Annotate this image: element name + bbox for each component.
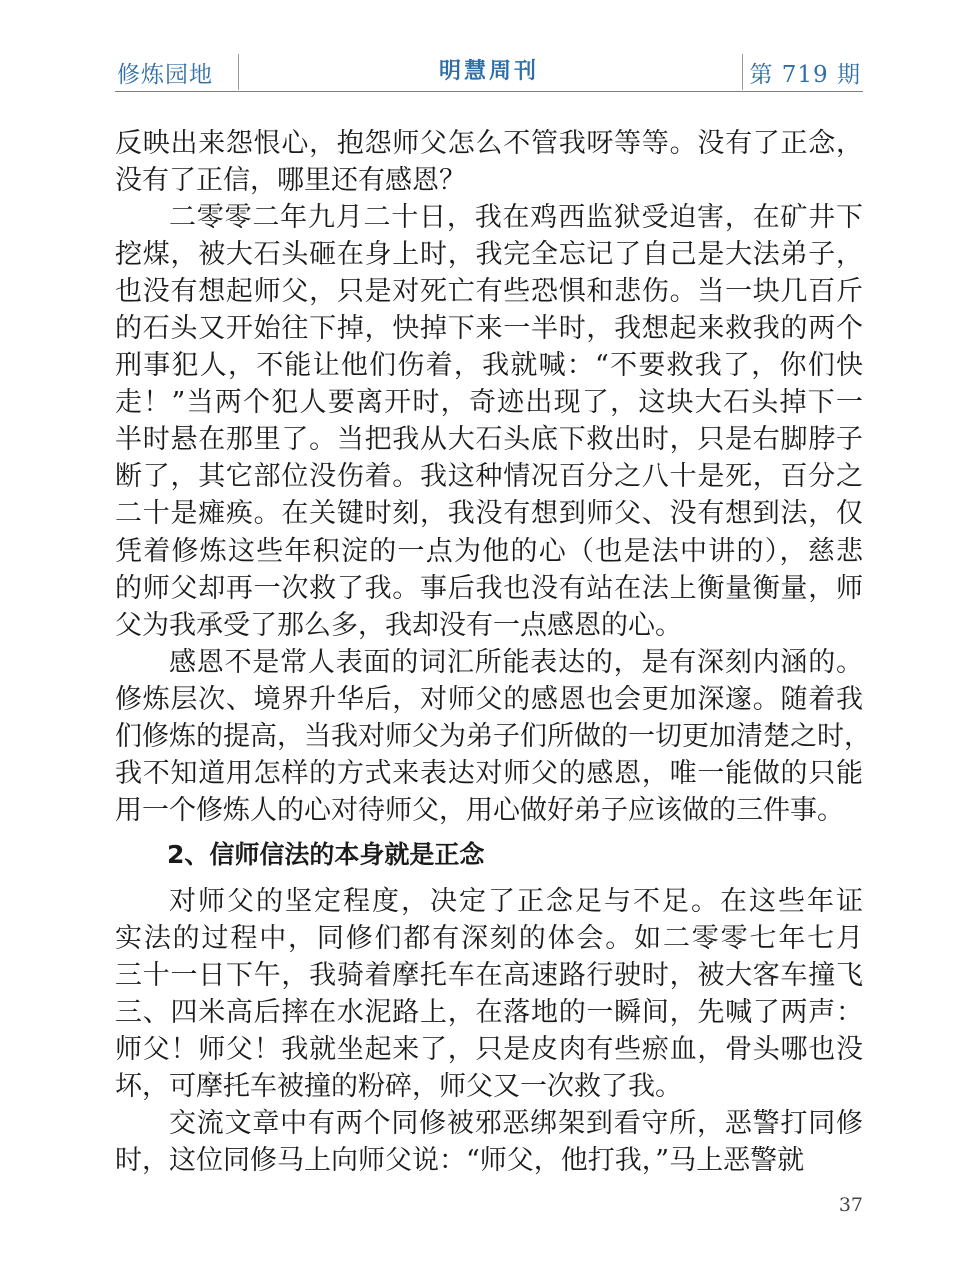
header-divider-right (742, 54, 743, 90)
text-line: 用一个修炼人的心对待师父，用心做好弟子应该做的三件事。 (115, 794, 844, 826)
text-line: 感恩不是常人表面的词汇所能表达的，是有深刻内涵的。 (169, 646, 863, 678)
text-line: 的师父却再一次救了我。事后我也没有站在法上衡量衡量，师 (115, 572, 863, 604)
text-line: 坏，可摩托车被撞的粉碎，师父又一次救了我。 (115, 1071, 682, 1103)
section-title: 修炼园地 (117, 62, 213, 88)
text-line: 的石头又开始往下掉，快掉下来一半时，我想起来救我的两个 (115, 313, 863, 345)
text-line: 我不知道用怎样的方式来表达对师父的感恩，唯一能做的只能 (115, 757, 863, 789)
text-line: 断了，其它部位没伤着。我这种情况百分之八十是死，百分之 (115, 461, 863, 493)
text-line: 凭着修炼这些年积淀的一点为他的心（也是法中讲的），慈悲 (115, 535, 863, 567)
paragraph (115, 125, 863, 199)
page-number: 37 (838, 1194, 863, 1216)
text-line: 二零零二年九月二十日，我在鸡西监狱受迫害，在矿井下 (169, 202, 863, 234)
text-line: 半时悬在那里了。当把我从大石头底下救出时，只是右脚脖子 (115, 424, 863, 456)
text-line: 师父！师父！我就坐起来了，只是皮肉有些瘀血，骨头哪也没 (115, 1034, 863, 1066)
text-line: 没有了正信，哪里还有感恩？ (115, 165, 466, 197)
paragraph (115, 1105, 863, 1179)
text-line: 三、四米高后摔在水泥路上，在落地的一瞬间，先喊了两声： (115, 997, 863, 1029)
text-line: 交流文章中有两个同修被邪恶绑架到看守所，恶警打同修 (169, 1108, 863, 1140)
publication-title: 明慧周刊 (438, 59, 539, 84)
paragraph (115, 883, 863, 1105)
text-line: 也没有想起师父，只是对死亡有些恐惧和悲伤。当一块几百斤 (115, 276, 863, 308)
text-line: 父为我承受了那么多，我却没有一点感恩的心。 (115, 609, 682, 641)
text-line: 们修炼的提高，当我对师父为弟子们所做的一切更加清楚之时， (115, 720, 871, 752)
paragraph-group-after (115, 883, 863, 1179)
text-line: 二十是瘫痪。在关键时刻，我没有想到师父、没有想到法，仅 (115, 498, 863, 530)
issue-number: 第 719 期 (749, 62, 861, 88)
text-line: 对师父的坚定程度，决定了正念足与不足。在这些年证 (169, 885, 863, 917)
text-line: 刑事犯人，不能让他们伤着，我就喊：“不要救我了，你们快 (115, 350, 863, 382)
text-line: 走！”当两个犯人要离开时，奇迹出现了，这块大石头掉下一 (115, 387, 863, 419)
header-rule (115, 91, 863, 92)
text-line: 反映出来怨恨心，抱怨师父怎么不管我呀等等。没有了正念， (115, 128, 863, 159)
text-line: 实法的过程中，同修们都有深刻的体会。如二零零七年七月 (115, 922, 863, 954)
article-body (115, 125, 871, 1179)
text-line: 修炼层次、境界升华后，对师父的感恩也会更加深邃。随着我 (115, 683, 863, 715)
running-header (115, 52, 863, 92)
text-line: 时，这位同修马上向师父说：“师父，他打我，”马上恶警就 (115, 1145, 805, 1177)
paragraph-group-before (115, 125, 871, 829)
subheading: 2、信师信法的本身就是正念 (167, 839, 485, 869)
text-line: 三十一日下午，我骑着摩托车在高速路行驶时，被大客车撞飞 (115, 959, 863, 991)
paragraph (115, 199, 863, 644)
paragraph (115, 644, 871, 829)
text-line: 挖煤，被大石头砸在身上时，我完全忘记了自己是大法弟子， (115, 239, 863, 271)
